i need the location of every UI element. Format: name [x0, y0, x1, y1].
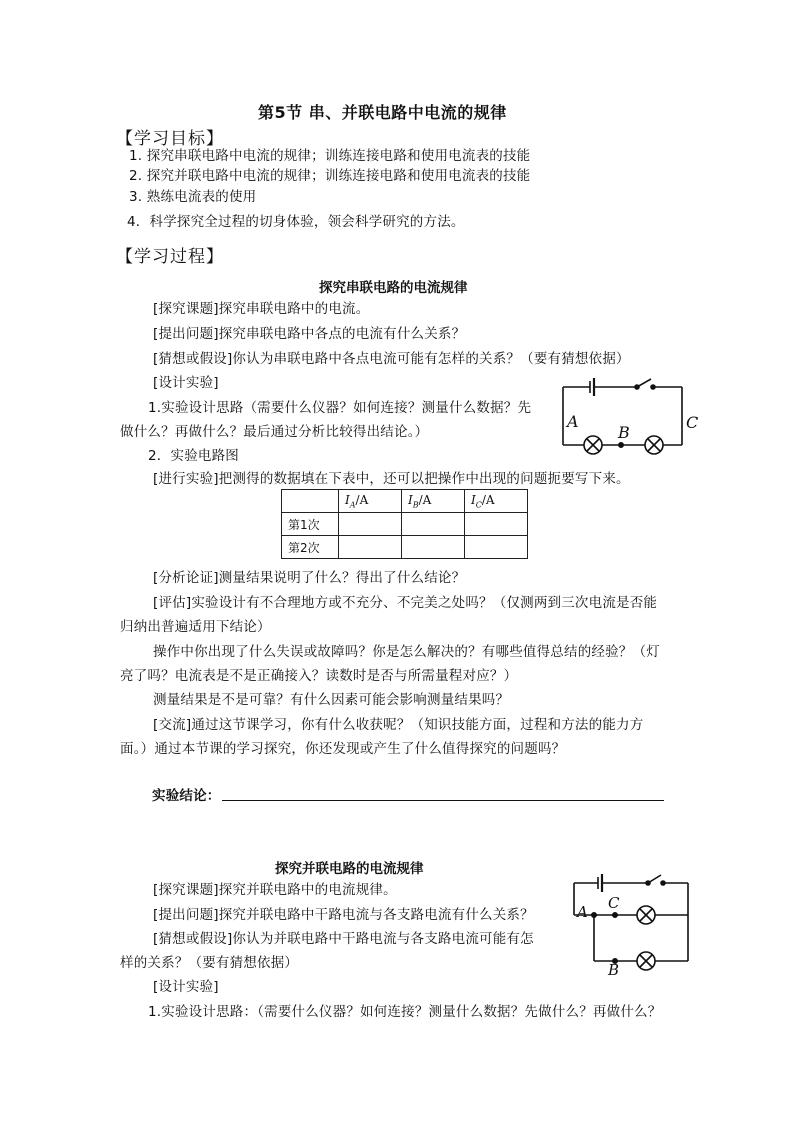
series-evaluation-2: 归纳出普遍适用下结论） — [120, 619, 271, 635]
parallel-hypothesis-2: 样的关系？（要有猜想依据） — [120, 955, 299, 971]
parallel-label-c: C — [608, 894, 620, 912]
series-data-table — [281, 489, 528, 559]
table-header-ib: $I_B/A$ — [402, 490, 465, 513]
parallel-label-b: B — [608, 961, 620, 975]
series-question: [提出问题]探究串联电路中各点的电流有什么关系？ — [153, 326, 466, 342]
series-exchange-2: 面。）通过本节课的学习探究，你还发现或产生了什么值得探究的问题吗？ — [120, 741, 566, 757]
table-row — [282, 513, 528, 536]
objectives-heading: 【学习目标】 — [116, 129, 224, 149]
table-row — [282, 536, 528, 559]
table-row-label: 第1次 — [282, 513, 339, 536]
objective-item-2: 2. 探究并联电路中电流的规律；训练连接电路和使用电流表的技能 — [129, 168, 531, 184]
series-design-idea-1: 1.实验设计思路（需要什么仪器？如何连接？测量什么数据？先 — [148, 400, 532, 416]
series-operation-2: 亮了吗？电流表是不是正确接入？读数时是否与所需量程对应？） — [120, 668, 518, 684]
series-reliability: 测量结果是不是可靠？有什么因素可能会影响测量结果吗？ — [153, 692, 510, 708]
parallel-question: [提出问题]探究并联电路中干路电流与各支路电流有什么关系？ — [153, 907, 534, 923]
table-cell[interactable] — [402, 536, 465, 559]
series-label-b: B — [618, 423, 630, 442]
series-evaluation-1: [评估]实验设计有不合理地方或不充分、不完美之处吗？（仅测两到三次电流是否能 — [153, 595, 658, 611]
series-subtitle: 探究串联电路的电流规律 — [319, 280, 468, 296]
table-header-ia: $I_A/A$ — [339, 490, 402, 513]
parallel-label-a: A — [577, 903, 588, 921]
series-label-a: A — [567, 412, 579, 431]
series-hypothesis: [猜想或假设]你认为串联电路中各点电流可能有怎样的关系？（要有猜想依据） — [153, 351, 630, 367]
series-circuit-diagram-label: 2．实验电路图 — [148, 448, 239, 464]
parallel-hypothesis-1: [猜想或假设]你认为并联电路中干路电流与各支路电流可能有怎 — [153, 931, 534, 947]
page-title: 第5节 串、并联电路中电流的规律 — [258, 103, 507, 122]
parallel-design-idea: 1.实验设计思路：（需要什么仪器？如何连接？测量什么数据？先做什么？再做什么？ — [148, 1004, 662, 1020]
series-analysis: [分析论证]测量结果说明了什么？得出了什么结论？ — [153, 570, 466, 586]
conclusion-label: 实验结论： — [152, 788, 221, 804]
table-header-row — [282, 490, 528, 513]
parallel-circuit-diagram — [560, 865, 700, 975]
objective-item-1: 1. 探究串联电路中电流的规律；训练连接电路和使用电流表的技能 — [129, 148, 531, 164]
series-circuit-diagram — [555, 375, 705, 470]
table-header-ic: $I_C/A$ — [465, 490, 528, 513]
table-cell[interactable] — [465, 513, 528, 536]
series-design-idea-2: 做什么？再做什么？最后通过分析比较得出结论。） — [120, 424, 429, 440]
table-corner-cell — [282, 490, 339, 513]
parallel-subtitle: 探究并联电路的电流规律 — [275, 861, 424, 877]
parallel-topic: [探究课题]探究并联电路中的电流规律。 — [153, 882, 397, 898]
series-operation-1: 操作中你出现了什么失误或故障吗？你是怎么解决的？有哪些值得总结的经验？（灯 — [153, 644, 660, 660]
table-cell[interactable] — [339, 536, 402, 559]
series-topic: [探究课题]探究串联电路中的电流。 — [153, 301, 370, 317]
series-design: [设计实验] — [153, 375, 219, 391]
table-cell[interactable] — [339, 513, 402, 536]
process-heading: 【学习过程】 — [116, 247, 224, 267]
parallel-design: [设计实验] — [153, 979, 219, 995]
series-experiment: [进行实验]把测得的数据填在下表中，还可以把操作中出现的问题扼要写下来。 — [153, 471, 630, 487]
objective-item-4: 4．科学探究全过程的切身体验，领会科学研究的方法。 — [127, 214, 465, 230]
table-cell[interactable] — [465, 536, 528, 559]
series-exchange-1: [交流]通过这节课学习，你有什么收获呢？（知识技能方面，过程和方法的能力方 — [153, 717, 644, 733]
conclusion-answer-line[interactable] — [222, 800, 664, 801]
table-row-label: 第2次 — [282, 536, 339, 559]
table-cell[interactable] — [402, 513, 465, 536]
objective-item-3: 3. 熟练电流表的使用 — [129, 189, 257, 205]
series-label-c: C — [686, 413, 699, 432]
